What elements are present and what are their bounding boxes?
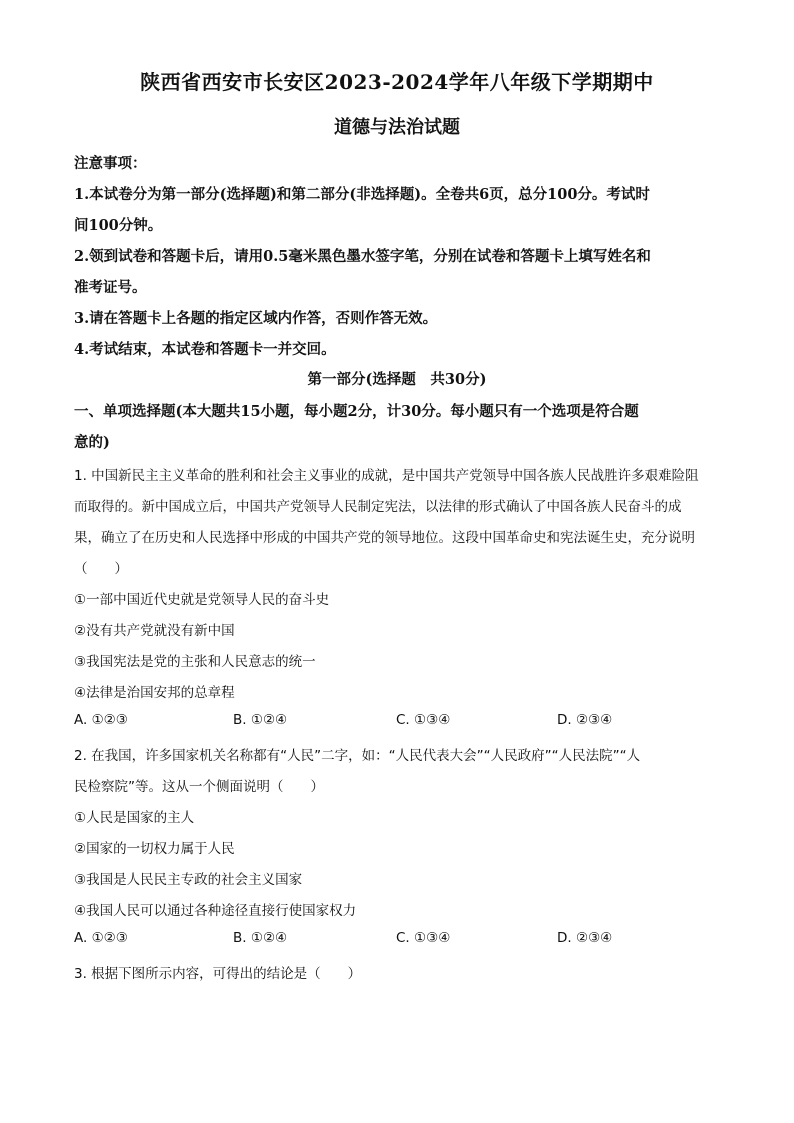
q1-stem-line: 而取得的。新中国成立后，中国共产党领导人民制定宪法，以法律的形式确认了中国各族人民奋斗的成: [74, 499, 682, 515]
q1-item: ③我国宪法是党的主张和人民意志的统一: [74, 654, 316, 670]
q2-item: ③我国是人民民主专政的社会主义国家: [74, 872, 303, 888]
q2-item: ①人民是国家的主人: [74, 810, 195, 826]
q1-item: ①一部中国近代史就是党领导人民的奋斗史: [74, 592, 330, 608]
instruction-line: 意的): [74, 434, 110, 451]
q2-option-d: D. ②③④: [557, 930, 613, 946]
instruction-line: 一、单项选择题(本大题共15小题，每小题2分，计30分。每小题只有一个选项是符合题: [74, 403, 639, 420]
notes-line: 1.本试卷分为第一部分(选择题)和第二部分(非选择题)。全卷共6页，总分100分。考试时: [74, 186, 650, 203]
q2-item: ②国家的一切权力属于人民: [74, 841, 235, 857]
notes-line: 准考证号。: [74, 279, 147, 296]
q2-option-b: B. ①②④: [233, 930, 288, 946]
exam-title: 陕西省西安市长安区2023-2024学年八年级下学期期中: [140, 70, 654, 94]
q1-option-a: A. ①②③: [74, 712, 128, 728]
q1-option-b: B. ①②④: [233, 712, 288, 728]
q2-item: ④我国人民可以通过各种途径直接行使国家权力: [74, 903, 357, 919]
q1-stem-line: 果，确立了在历史和人民选择中形成的中国共产党的领导地位。这段中国革命史和宪法诞生史，充分说明: [74, 530, 695, 546]
notes-line: 间100分钟。: [74, 217, 163, 234]
q2-option-a: A. ①②③: [74, 930, 128, 946]
q1-item: ④法律是治国安邦的总章程: [74, 685, 235, 701]
notes-line: 2.领到试卷和答题卡后，请用0.5毫米黑色墨水签字笔，分别在试卷和答题卡上填写姓名和: [74, 248, 651, 265]
q2-stem-line: 民检察院”等。这从一个侧面说明（ ）: [74, 779, 324, 795]
q1-item: ②没有共产党就没有新中国: [74, 623, 235, 639]
q3-stem-line: 3. 根据下图所示内容，可得出的结论是（ ）: [74, 966, 362, 982]
q1-option-d: D. ②③④: [557, 712, 613, 728]
q1-stem-line: （ ）: [74, 561, 128, 577]
q1-stem-line: 1. 中国新民主主义革命的胜利和社会主义事业的成就，是中国共产党领导中国各族人民战胜许多艰难险阻: [74, 468, 699, 484]
notes-heading: 注意事项：: [74, 155, 147, 172]
notes-line: 4.考试结束，本试卷和答题卡一并交回。: [74, 341, 336, 358]
section-title: 第一部分(选择题 共30分): [307, 371, 487, 388]
q1-option-c: C. ①③④: [396, 712, 451, 728]
exam-subtitle: 道德与法治试题: [334, 117, 460, 138]
q2-option-c: C. ①③④: [396, 930, 451, 946]
q2-stem-line: 2. 在我国，许多国家机关名称都有“人民”二字，如：“人民代表大会”“人民政府”“人民法院”“人: [74, 748, 641, 764]
notes-line: 3.请在答题卡上各题的指定区域内作答，否则作答无效。: [74, 310, 438, 327]
